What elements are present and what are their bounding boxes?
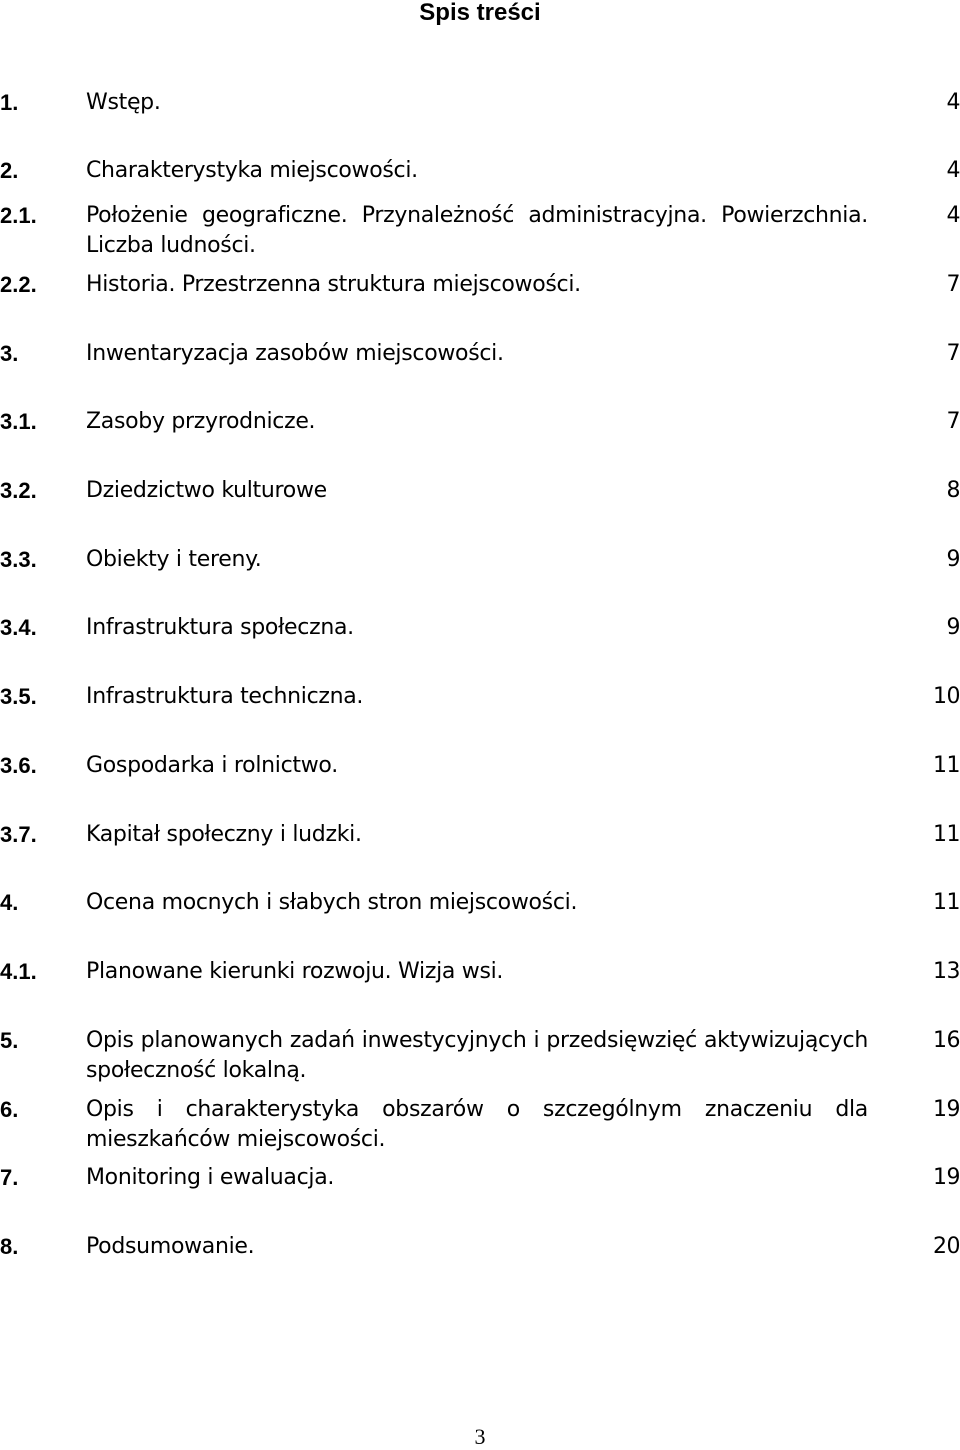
toc-entry-page: 20 [933,1234,960,1259]
page-number: 3 [474,1424,486,1449]
toc-entry-page: 7 [946,272,960,297]
toc-entry-title: Inwentaryzacja zasobów miejscowości. [86,341,504,366]
toc-entry-page: 8 [946,478,960,503]
toc-entry-title: Gospodarka i rolnictwo. [86,753,338,778]
toc-entry-title: Obiekty i tereny. [86,547,262,572]
toc-entry-number: 8. [0,1234,19,1259]
toc-entry-page: 11 [933,753,960,778]
toc-entry-page: 10 [933,684,960,709]
toc-entry-title: Monitoring i ewaluacja. [86,1165,335,1190]
toc-entry-number: 5. [0,1028,19,1053]
toc-entry-page: 13 [933,959,960,984]
toc-entry-page: 9 [946,547,960,572]
toc-entry-page: 7 [946,341,960,366]
toc-entry-number: 3.1. [0,409,37,434]
toc-entry-title: Podsumowanie. [86,1234,255,1259]
toc-entry-title: Historia. Przestrzenna struktura miejscowości. [86,272,581,297]
toc-entry-title: Opis planowanych zadań inwestycyjnych i przedsięwzięć aktywizujących społeczność lokalną. [86,1028,868,1083]
toc-entry-title: Planowane kierunki rozwoju. Wizja wsi. [86,959,504,984]
toc-entry-page: 16 [933,1028,960,1053]
toc-entry-number: 4.1. [0,959,37,984]
toc-entry-title: Zasoby przyrodnicze. [86,409,316,434]
toc-entry-number: 2. [0,158,19,183]
toc-entry-number: 1. [0,90,19,115]
toc-entry-number: 6. [0,1097,19,1122]
toc-entry-number: 2.1. [0,203,37,228]
toc-entry-page: 19 [933,1165,960,1190]
toc-entry-title: Dziedzictwo kulturowe [86,478,327,503]
toc-entry-page: 19 [933,1097,960,1122]
toc-entry-number: 3. [0,341,19,366]
toc-entry-number: 2.2. [0,272,37,297]
toc-entry-number: 3.3. [0,547,37,572]
toc-entry-page: 11 [933,822,960,847]
toc-entry-title: Wstęp. [86,90,161,115]
toc-entry-page: 4 [946,203,960,228]
toc-entry-number: 3.7. [0,822,37,847]
toc-entry-page: 7 [946,409,960,434]
toc-entry-number: 3.2. [0,478,37,503]
toc-entry-title: Kapitał społeczny i ludzki. [86,822,362,847]
page-title: Spis treści [419,0,541,26]
toc-entry-number: 3.6. [0,753,37,778]
toc-entry-number: 3.5. [0,684,37,709]
toc-entry-number: 7. [0,1165,19,1190]
toc-entry-title: Infrastruktura techniczna. [86,684,364,709]
toc-entry-title: Infrastruktura społeczna. [86,615,354,640]
toc-entry-title: Charakterystyka miejscowości. [86,158,418,183]
toc-entry-number: 3.4. [0,615,37,640]
toc-entry-page: 4 [946,90,960,115]
toc-entry-page: 11 [933,890,960,915]
toc-entry-page: 9 [946,615,960,640]
toc-entry-title: Ocena mocnych i słabych stron miejscowości. [86,890,578,915]
toc-entry-title: Położenie geograficzne. Przynależność administracyjna. Powierzchnia. Liczba ludności. [86,203,868,258]
toc-entry-page: 4 [946,158,960,183]
toc-entry-title: Opis i charakterystyka obszarów o szczególnym znaczeniu dla mieszkańców miejscowości. [86,1097,868,1152]
toc-entry-number: 4. [0,890,19,915]
